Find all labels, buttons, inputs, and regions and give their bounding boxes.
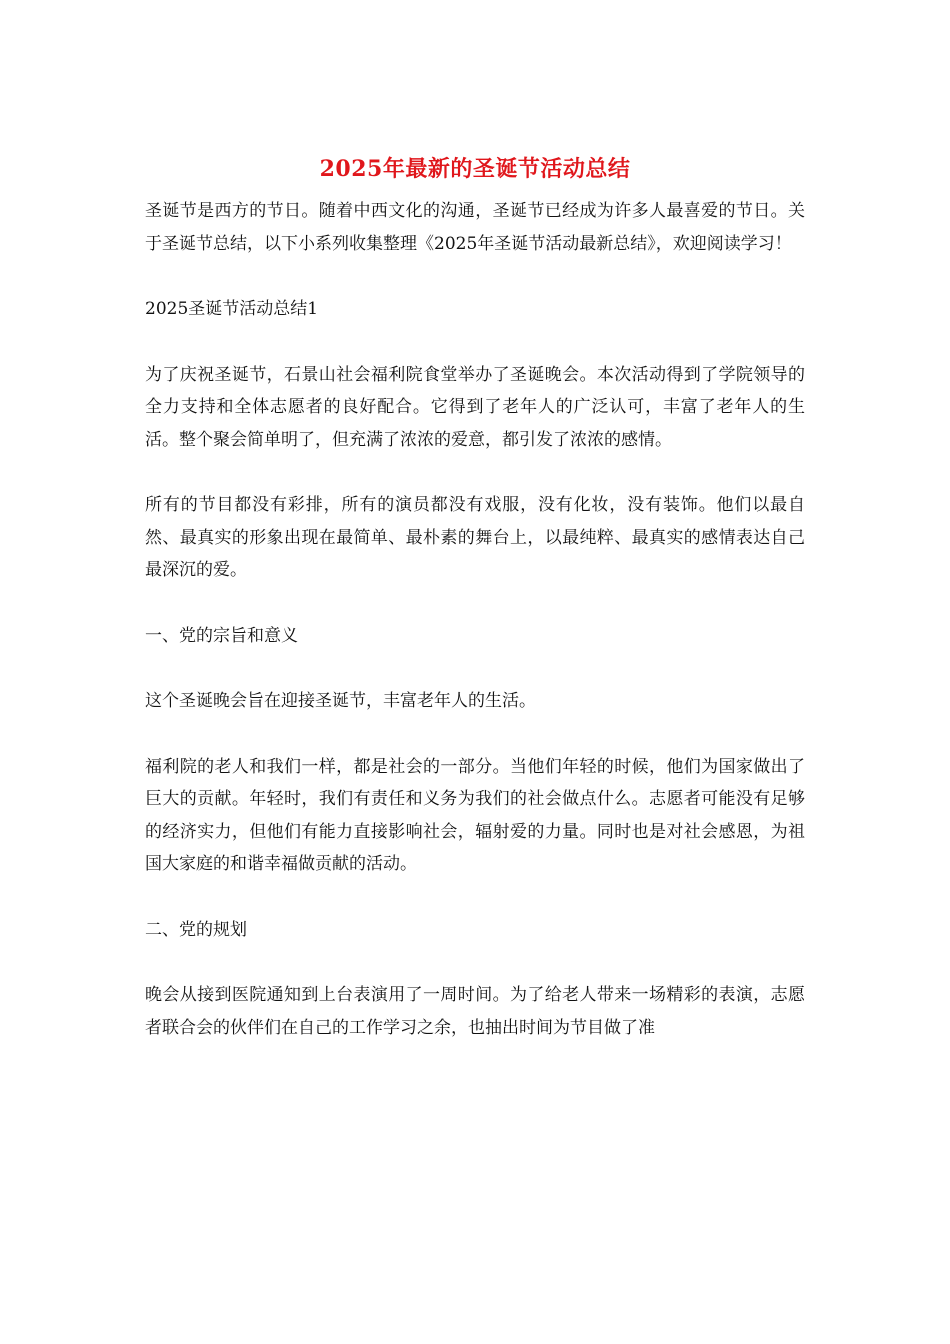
section-heading-purpose: 一、党的宗旨和意义 [145,625,298,646]
body-paragraph: 所有的节目都没有彩排，所有的演员都没有戏服，没有化妆，没有装饰。他们以最自然、最真实的形象出现在最简单、最朴素的舞台上，以最纯粹、最真实的感情表达自己最深沉的爱。 [145,495,805,580]
section-heading-planning: 二、党的规划 [145,919,247,940]
body-paragraph: 为了庆祝圣诞节，石景山社会福利院食堂举办了圣诞晚会。本次活动得到了学院领导的全力支持和全体志愿者的良好配合。它得到了老年人的广泛认可，丰富了老年人的生活。整个聚会简单明了，但充满了浓浓的爱意，都引发了浓浓的感情。 [145,364,805,450]
body-paragraph: 福利院的老人和我们一样，都是社会的一部分。当他们年轻的时候，他们为国家做出了巨大的贡献。年轻时，我们有责任和义务为我们的社会做点什么。志愿者可能没有足够的经济实力，但他们有能力直接影响社会，辐射爱的力量。同时也是对社会感恩，为祖国大家庭的和谐幸福做贡献的活动。 [145,756,805,874]
body-paragraph: 这个圣诞晚会旨在迎接圣诞节，丰富老年人的生活。 [145,691,536,711]
body-paragraph: 晚会从接到医院通知到上台表演用了一周时间。为了给老人带来一场精彩的表演，志愿者联合会的伙伴们在自己的工作学习之余，也抽出时间为节目做了准 [145,985,805,1038]
section-heading-summary-1: 2025圣诞节活动总结1 [145,299,319,319]
intro-paragraph: 圣诞节是西方的节日。随着中西文化的沟通，圣诞节已经成为许多人最喜爱的节日。关于圣诞节总结，以下小系列收集整理《2025年圣诞节活动最新总结》，欢迎阅读学习！ [145,201,805,254]
document-body [145,195,805,1077]
document-title: 2025年最新的圣诞节活动总结 [319,156,631,182]
